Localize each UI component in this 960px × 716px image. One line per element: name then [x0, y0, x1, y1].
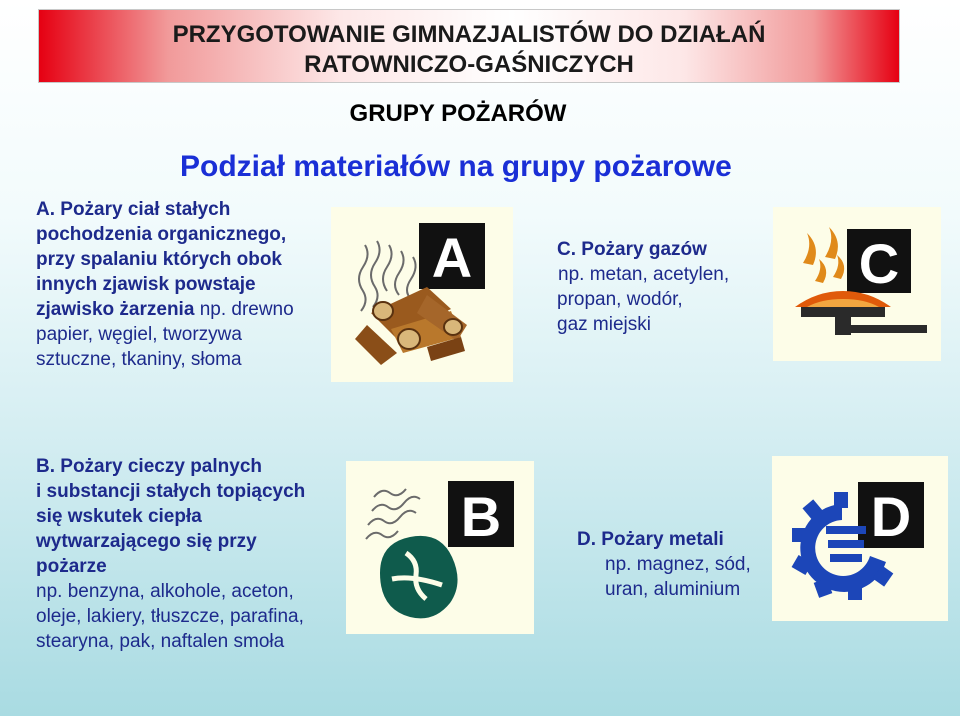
group-a-example-line: sztuczne, tkaniny, słoma	[36, 349, 242, 370]
class-d-letter: D	[870, 485, 912, 548]
group-d-description	[577, 527, 777, 602]
group-b-example-line: stearyna, pak, naftalen smoła	[36, 631, 285, 652]
group-a-example-line: papier, węgiel, tworzywa	[36, 324, 242, 345]
subtitle: Podział materiałów na grupy pożarowe	[180, 150, 732, 183]
group-b-head-line: B. Pożary cieczy palnych	[36, 456, 262, 477]
group-a-head-line: pochodzenia organicznego,	[36, 224, 287, 245]
burning-logs-icon	[331, 207, 513, 382]
gear-metal-icon	[772, 456, 948, 621]
group-c-head: C. Pożary gazów	[557, 239, 707, 260]
title-banner	[38, 9, 900, 83]
burning-liquid-icon	[346, 461, 534, 634]
group-b-head-line: wytwarzającego się przy	[36, 531, 257, 552]
group-b-head-line: pożarze	[36, 556, 107, 577]
class-b-letter: B	[460, 485, 502, 548]
group-b-example-line: np. benzyna, alkohole, aceton,	[36, 581, 294, 602]
group-d-head: D. Pożary metali	[577, 529, 724, 550]
group-a-head-line: zjawisko żarzenia	[36, 299, 200, 320]
group-a-tile	[331, 207, 513, 382]
group-a-head-line: A. Pożary ciał stałych	[36, 199, 231, 220]
group-c-example-line: propan, wodór,	[557, 289, 683, 310]
group-b-tile	[346, 461, 534, 634]
group-c-example-line: np. metan, acetylen,	[558, 264, 730, 285]
group-b-head-line: się wskutek ciepła	[36, 506, 202, 527]
page-title-line-2: RATOWNICZO-GAŚNICZYCH	[304, 51, 634, 78]
group-b-head-line: i substancji stałych topiących	[36, 481, 306, 502]
gas-burner-icon	[773, 207, 941, 361]
group-a-example-inline: np. drewno	[199, 299, 294, 320]
group-c-tile	[773, 207, 941, 361]
group-a-description	[36, 197, 336, 372]
group-d-tile	[772, 456, 948, 621]
group-b-example-line: oleje, lakiery, tłuszcze, parafina,	[36, 606, 304, 627]
group-b-description	[36, 454, 356, 654]
page-title	[39, 20, 899, 80]
group-d-example-line: np. magnez, sód,	[605, 554, 751, 575]
group-a-head-line: przy spalaniu których obok	[36, 249, 282, 270]
group-c-description	[557, 237, 767, 337]
group-c-example-line: gaz miejski	[557, 314, 651, 335]
group-d-example-line: uran, aluminium	[605, 579, 741, 600]
class-a-letter: A	[431, 226, 473, 289]
group-a-head-line: innych zjawisk powstaje	[36, 274, 256, 295]
section-title: GRUPY POŻARÓW	[349, 100, 567, 127]
class-c-letter: C	[858, 232, 900, 295]
page-title-line-1: PRZYGOTOWANIE GIMNAZJALISTÓW DO DZIAŁAŃ	[172, 21, 766, 48]
